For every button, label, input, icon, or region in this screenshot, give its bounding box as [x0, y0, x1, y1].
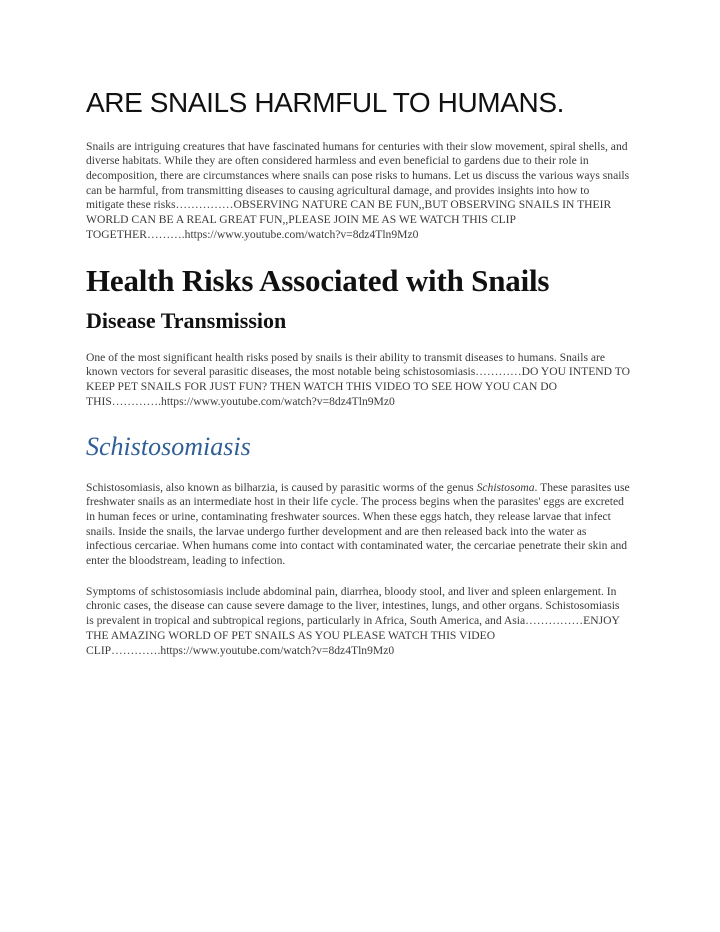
schistosomiasis-paragraph-1: [86, 481, 630, 569]
schisto-genus-name: Schistosoma: [476, 480, 535, 494]
schistosomiasis-paragraph-2: Symptoms of schistosomiasis include abdominal pain, diarrhea, bloody stool, and liver and spleen enlargement. In chronic cases, the disease can cause severe damage to the liver, intestines, lungs, and other organs. Schistosomiasis is prevalent in tropical and subtropical regions, particularly in Africa, South America, and Asia……………ENJOY THE AMAZING WORLD OF PET SNAILS AS YOU PLEASE WATCH THIS VIDEO CLIP………….https://www.youtube.com/watch?v=8dz4Tln9Mz0: [86, 584, 620, 657]
document-title: ARE SNAILS HARMFUL TO HUMANS.: [86, 87, 564, 118]
schisto-text-before: Schistosomiasis, also known as bilharzia, is caused by parasitic worms of the genus: [86, 480, 477, 494]
section-heading-health-risks: Health Risks Associated with Snails: [86, 262, 550, 298]
schisto-text-after: . These parasites use freshwater snails as an intermediate host in their life cycle. The process begins when the parasites' eggs are excreted in human feces or urine, contaminating freshwater sources. When these eggs hatch, they release larvae that infect snails. Inside the snails, the larvae undergo further development and are then released back into the water as infectious cercariae. When humans come into contact with contaminated water, the cercariae penetrate their skin and enter the bloodstream, leading to infection.: [86, 480, 630, 568]
intro-paragraph: Snails are intriguing creatures that have fascinated humans for centuries with their slow movement, spiral shells, and diverse habitats. While they are often considered harmless and even beneficial to gardens due to their role in decomposition, there are circumstances where snails can pose risks to humans. Let us discuss the various ways snails can be harmful, from transmitting diseases to causing agricultural damage, and provides insights into how to mitigate these risks……………OBSERVING NATURE CAN BE FUN,,BUT OBSERVING SNAILS IN THEIR WORLD CAN BE A REAL GREAT FUN,,PLEASE JOIN ME AS WE WATCH THIS CLIP TOGETHER……….https://www.youtube.com/watch?v=8dz4Tln9Mz0: [86, 139, 630, 241]
subsection-heading-disease-transmission: Disease Transmission: [86, 308, 287, 334]
schistosomiasis-heading: Schistosomiasis: [86, 432, 251, 462]
disease-transmission-paragraph: One of the most significant health risks posed by snails is their ability to transmit diseases to humans. Snails are known vectors for several parasitic diseases, the most notable being schistosomiasis…………DO YOU INTEND TO KEEP PET SNAILS FOR JUST FUN? THEN WATCH THIS VIDEO TO SEE HOW YOU CAN DO THIS………….https://www.youtube.com/watch?v=8dz4Tln9Mz0: [86, 350, 630, 408]
paragraph-gap: [86, 569, 630, 585]
